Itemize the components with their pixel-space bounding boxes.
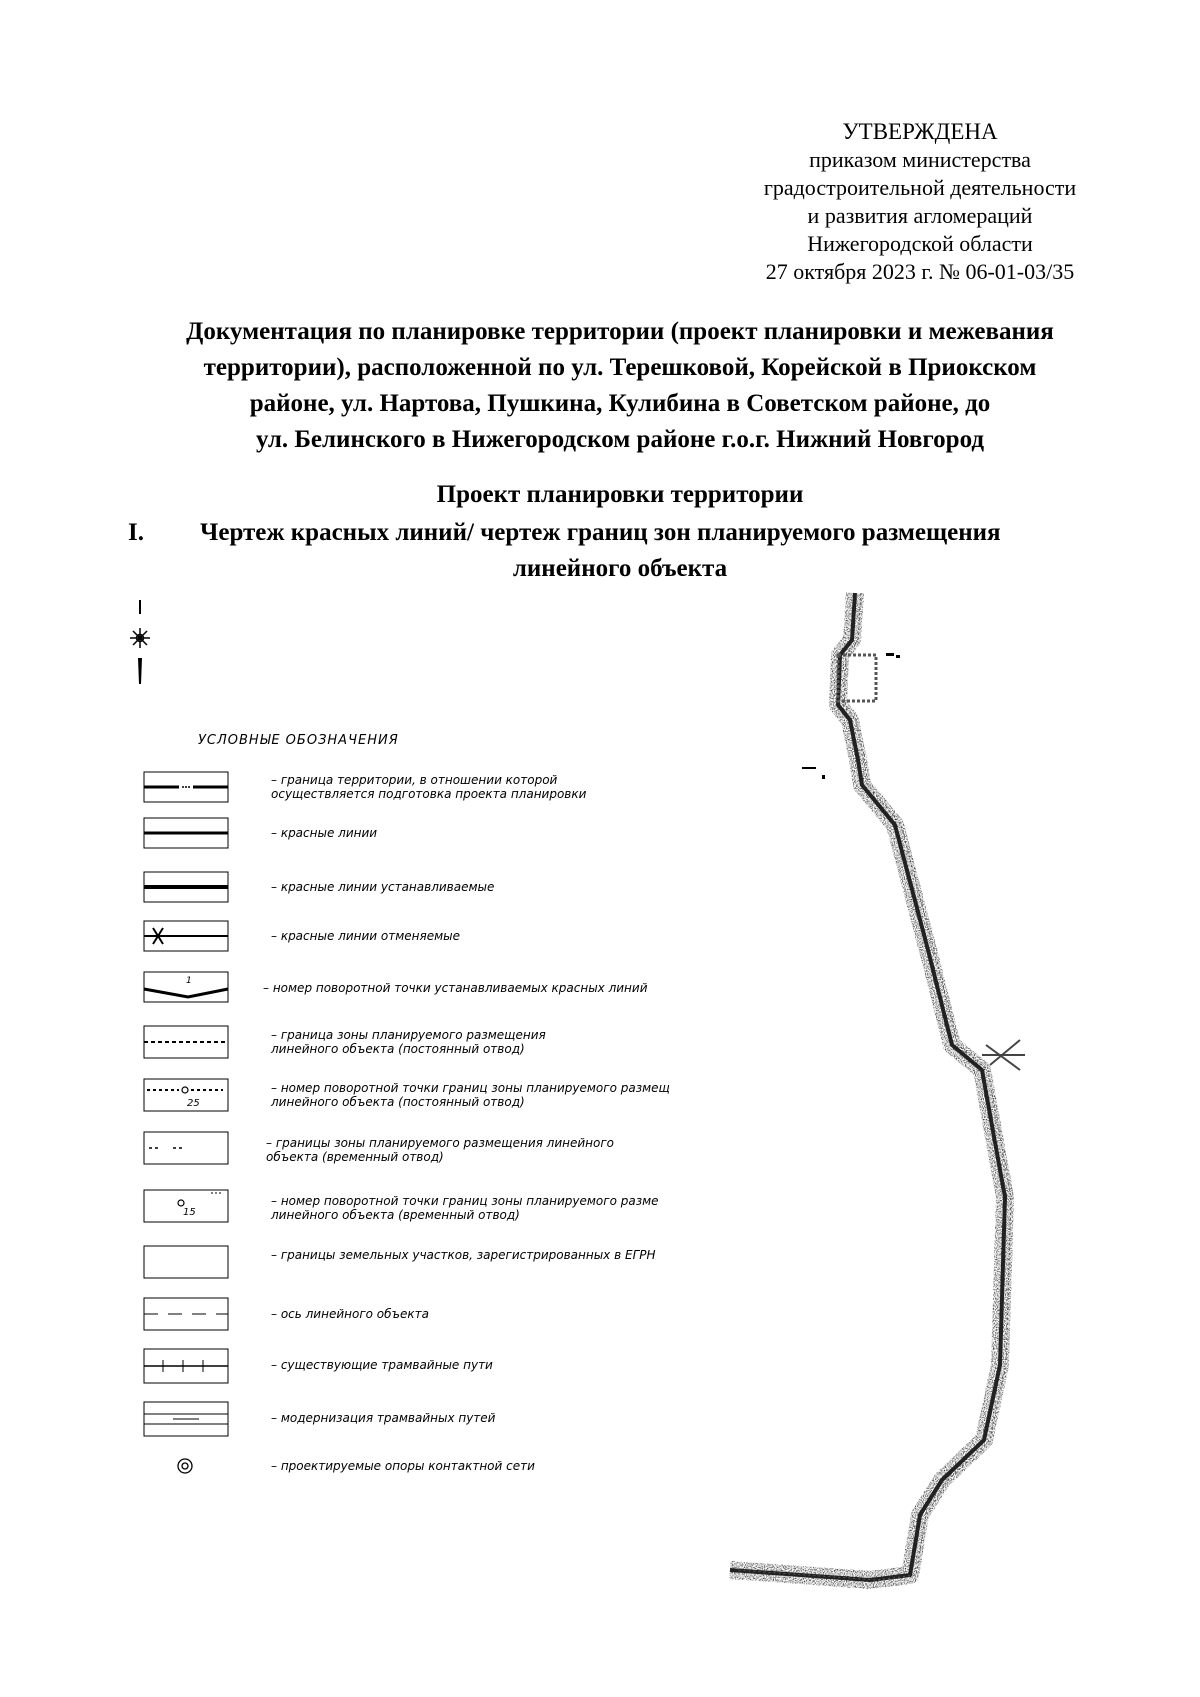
legend-label: – ось линейного объекта [271, 1307, 429, 1321]
temporary-zone-point-symbol [143, 1189, 229, 1223]
approval-date-line: 27 октября 2023 г. № 06-01-03/35 [765, 259, 1075, 284]
route-axis [730, 593, 1005, 1580]
legend-label: – номер поворотной точки устанавливаемых красных линий [263, 981, 648, 995]
legend-label: – проектируемые опоры контактной сети [271, 1459, 535, 1473]
permanent-zone-boundary-symbol [143, 1025, 229, 1059]
legend-label: – номер поворотной точки границ зоны планируемого размещ линейного объекта (постоянный отвод) [271, 1081, 670, 1109]
section-title: Проект планировки территории [436, 481, 804, 508]
title-line: Документация по планировке территории (проект планировки и межевания [186, 318, 1054, 345]
permanent-zone-point-symbol [143, 1078, 229, 1112]
red-line-turn-point-symbol [143, 971, 233, 1005]
title-line: ул. Белинского в Нижегородском районе г.о.г. Нижний Новгород [256, 426, 984, 453]
approval-line: и развития агломераций [807, 203, 1033, 228]
legend-label: – красные линии [271, 826, 378, 840]
drawing-number: I. [128, 519, 144, 546]
svg-text:1: 1 [186, 976, 192, 986]
legend-label: – существующие трамвайные пути [271, 1358, 493, 1372]
title-line: районе, ул. Нартова, Пушкина, Кулибина в Советском районе, до [249, 390, 991, 417]
title-line: территории), расположенной по ул. Терешковой, Корейской в Приокском [203, 354, 1037, 381]
red-lines-cancelled-symbol [143, 920, 229, 952]
temporary-zone-boundary-symbol [143, 1131, 229, 1165]
drawing-title-line: Чертеж красных линий/ чертеж границ зон планируемого размещения [200, 519, 1001, 546]
legend-label: – номер поворотной точки границ зоны планируемого разме линейного объекта (временный отвод) [271, 1194, 659, 1222]
red-lines-symbol [143, 817, 229, 849]
route-drawing [690, 585, 1030, 1605]
legend-title: УСЛОВНЫЕ ОБОЗНАЧЕНИЯ [198, 733, 399, 748]
document-title [100, 314, 1140, 458]
legend-label: – модернизация трамвайных путей [271, 1411, 496, 1425]
drawing-title-line: линейного объекта [512, 555, 728, 582]
land-plot-boundaries-symbol [143, 1245, 229, 1279]
approval-line: градостроительной деятельности [763, 175, 1077, 200]
contact-pole-icon [143, 1451, 229, 1481]
red-lines-established-symbol [143, 871, 229, 903]
axis-symbol [143, 1297, 229, 1331]
territory-boundary-symbol [143, 771, 229, 803]
route-corridor [730, 593, 1005, 1580]
approval-line: Нижегородской области [807, 231, 1033, 256]
approval-block [700, 118, 1140, 286]
tram-modernization-symbol [143, 1401, 229, 1437]
legend-label: – границы земельных участков, зарегистрированных в ЕГРН [271, 1248, 656, 1262]
legend-label: – граница территории, в отношении которой осуществляется подготовка проекта планировки [271, 773, 587, 801]
legend-label: – красные линии отменяемые [271, 929, 460, 943]
existing-tram-tracks-symbol [143, 1348, 229, 1384]
legend-label: – граница зоны планируемого размещения линейного объекта (постоянный отвод) [271, 1028, 546, 1056]
svg-text:15: 15 [183, 1207, 196, 1218]
legend-label: – границы зоны планируемого размещения линейного объекта (временный отвод) [266, 1136, 614, 1164]
svg-text:25: 25 [187, 1098, 200, 1109]
approval-line: приказом министерства [809, 147, 1031, 172]
approval-heading: УТВЕРЖДЕНА [842, 119, 998, 144]
legend-label: – красные линии устанавливаемые [271, 880, 495, 894]
north-arrow-icon [125, 598, 155, 688]
